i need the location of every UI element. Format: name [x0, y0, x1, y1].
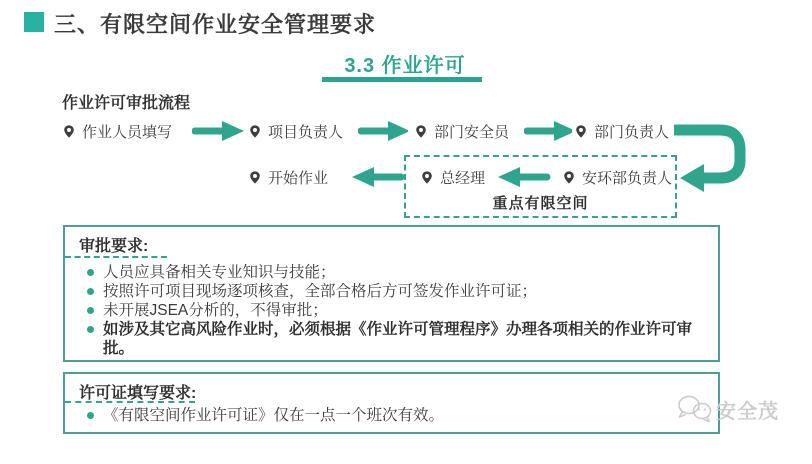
- bullet-text: 人员应具备相关专业知识与技能；: [103, 264, 336, 281]
- flow-node-label: 部门安全员: [434, 123, 510, 141]
- bullet-dot-icon: [87, 326, 94, 333]
- bullet-dot-icon: [87, 307, 94, 314]
- flow-heading: 作业许可审批流程: [62, 95, 191, 112]
- flow-node-label: 作业人员填写: [82, 123, 173, 141]
- location-pin-icon: [562, 169, 576, 186]
- location-pin-icon: [574, 123, 588, 140]
- flow-node-start-work: [248, 165, 328, 189]
- watermark-logo: [676, 394, 779, 424]
- bullet-dot-icon: [87, 412, 94, 419]
- wechat-bubbles-icon: [676, 394, 714, 424]
- section-subtitle: 3.3 作业许可: [344, 55, 466, 77]
- arrow-left-icon: [352, 166, 408, 188]
- list-item: [85, 301, 704, 320]
- permit-bullet-list: [85, 406, 704, 425]
- key-confined-space-label: 重点有限空间: [492, 195, 589, 212]
- approval-bullet-list: [85, 263, 704, 358]
- flow-node-label: 项目负责人: [268, 123, 344, 141]
- permit-filling-requirements-box: [63, 372, 720, 434]
- approval-requirements-box: [63, 225, 720, 362]
- arrow-right-icon: [524, 120, 572, 142]
- location-pin-icon: [248, 169, 262, 186]
- watermark-text: 安全茂: [716, 400, 779, 423]
- bullet-text: 如涉及其它高风险作业时，必须根据《作业许可管理程序》办理各项相关的作业许可审批。: [103, 321, 693, 357]
- list-item: [85, 282, 704, 301]
- location-pin-icon: [414, 123, 428, 140]
- flow-node-label: 安环部负责人: [582, 169, 673, 187]
- u-turn-arrow-icon: [674, 116, 754, 200]
- list-item: [85, 320, 704, 358]
- bullet-text: 按照许可项目现场逐项核查，全部合格后方可签发作业许可证；: [103, 283, 538, 300]
- page-title: 三、有限空间作业安全管理要求: [54, 12, 377, 37]
- flow-node-dept-leader: [574, 119, 669, 143]
- flow-node-label: 开始作业: [268, 169, 329, 187]
- bullet-text: 《有限空间作业许可证》仅在一点一个班次有效。: [103, 407, 445, 424]
- list-item: [85, 263, 704, 282]
- arrow-right-icon: [358, 120, 408, 142]
- arrow-right-icon: [192, 120, 244, 142]
- location-pin-icon: [62, 123, 76, 140]
- list-item: [85, 406, 704, 425]
- approval-box-heading: 审批要求:: [79, 238, 149, 255]
- bullet-dot-icon: [87, 288, 94, 295]
- flow-node-dept-safety-officer: [414, 119, 509, 143]
- location-pin-icon: [248, 123, 262, 140]
- flow-node-label: 部门负责人: [594, 123, 670, 141]
- bullet-dot-icon: [87, 269, 94, 276]
- flow-node-worker-fill: [62, 119, 172, 143]
- flow-node-hse-dept-leader: [562, 165, 672, 189]
- arrow-left-icon: [498, 166, 554, 188]
- flow-node-label: 总经理: [440, 169, 486, 187]
- subtitle-underline: [322, 77, 482, 82]
- heading-dashed-underline: [65, 401, 195, 403]
- heading-dashed-underline: [65, 256, 167, 258]
- title-marker-square-icon: [24, 12, 44, 32]
- location-pin-icon: [420, 169, 434, 186]
- bullet-text: 未开展JSEA分析的，不得审批；: [103, 302, 328, 319]
- flow-node-general-manager: [420, 165, 485, 189]
- permit-box-heading: 许可证填写要求:: [79, 385, 197, 402]
- flow-node-project-leader: [248, 119, 343, 143]
